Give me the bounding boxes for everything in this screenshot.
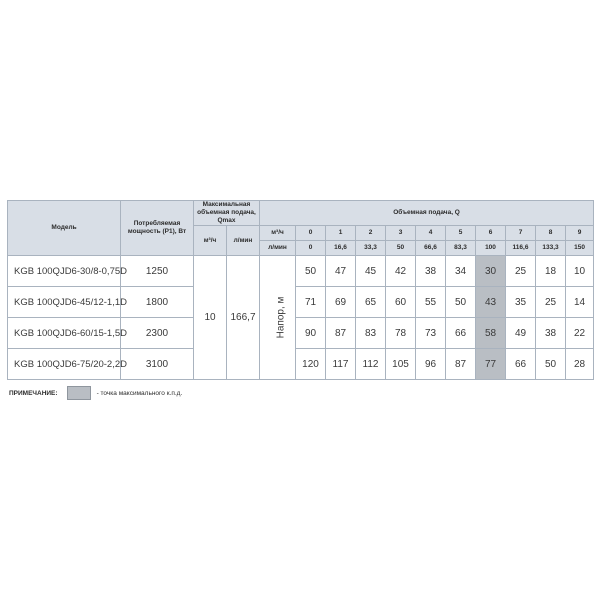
head-cell: 69 bbox=[326, 287, 356, 318]
flow-unit-lmin: л/мин bbox=[260, 241, 296, 256]
table-row bbox=[8, 318, 594, 349]
flow-point-m3h: 9 bbox=[566, 226, 594, 241]
flow-header: Объемная подача, Q bbox=[260, 201, 594, 226]
power-cell: 2300 bbox=[121, 318, 194, 349]
note-label: ПРИМЕЧАНИЕ: bbox=[9, 389, 58, 397]
head-cell: 73 bbox=[416, 318, 446, 349]
flow-point-lmin: 16,6 bbox=[326, 241, 356, 256]
flow-point-lmin: 83,3 bbox=[446, 241, 476, 256]
head-cell: 90 bbox=[296, 318, 326, 349]
head-cell: 87 bbox=[446, 349, 476, 380]
head-cell: 105 bbox=[386, 349, 416, 380]
head-cell: 66 bbox=[446, 318, 476, 349]
head-cell: 83 bbox=[356, 318, 386, 349]
pump-performance-table bbox=[7, 200, 594, 380]
head-cell: 50 bbox=[536, 349, 566, 380]
power-header: Потребляемая мощность (P1), Вт bbox=[121, 201, 194, 256]
head-cell: 50 bbox=[296, 256, 326, 287]
flow-point-m3h: 8 bbox=[536, 226, 566, 241]
head-cell-max-efficiency: 43 bbox=[476, 287, 506, 318]
model-cell: KGB 100QJD6-75/20-2,2D bbox=[8, 349, 121, 380]
head-cell: 120 bbox=[296, 349, 326, 380]
head-cell: 117 bbox=[326, 349, 356, 380]
head-cell: 14 bbox=[566, 287, 594, 318]
head-cell: 60 bbox=[386, 287, 416, 318]
power-cell: 3100 bbox=[121, 349, 194, 380]
note-text: - точка максимального к.п.д. bbox=[96, 389, 183, 397]
model-cell: KGB 100QJD6-45/12-1,1D bbox=[8, 287, 121, 318]
flow-unit-m3h: м³/ч bbox=[260, 226, 296, 241]
table-row bbox=[8, 256, 594, 287]
table-row bbox=[8, 287, 594, 318]
flow-point-lmin: 133,3 bbox=[536, 241, 566, 256]
highlight-legend-swatch bbox=[67, 386, 91, 400]
flow-point-m3h: 1 bbox=[326, 226, 356, 241]
head-cell: 96 bbox=[416, 349, 446, 380]
flow-point-m3h: 2 bbox=[356, 226, 386, 241]
head-cell: 25 bbox=[506, 256, 536, 287]
head-cell-max-efficiency: 58 bbox=[476, 318, 506, 349]
head-cell: 28 bbox=[566, 349, 594, 380]
flow-point-lmin: 116,6 bbox=[506, 241, 536, 256]
head-cell: 42 bbox=[386, 256, 416, 287]
power-cell: 1800 bbox=[121, 287, 194, 318]
head-cell: 45 bbox=[356, 256, 386, 287]
power-cell: 1250 bbox=[121, 256, 194, 287]
head-cell: 35 bbox=[506, 287, 536, 318]
head-cell: 66 bbox=[506, 349, 536, 380]
head-cell: 65 bbox=[356, 287, 386, 318]
flow-point-m3h: 7 bbox=[506, 226, 536, 241]
table-row bbox=[8, 349, 594, 380]
head-cell-max-efficiency: 30 bbox=[476, 256, 506, 287]
flow-point-m3h: 3 bbox=[386, 226, 416, 241]
model-cell: KGB 100QJD6-30/8-0,75D bbox=[8, 256, 121, 287]
flow-point-m3h: 0 bbox=[296, 226, 326, 241]
head-cell: 112 bbox=[356, 349, 386, 380]
head-cell: 38 bbox=[416, 256, 446, 287]
head-cell: 10 bbox=[566, 256, 594, 287]
max-flow-unit-lmin: л/мин bbox=[227, 226, 260, 256]
head-cell: 50 bbox=[446, 287, 476, 318]
max-flow-m3h-cell: 10 bbox=[194, 256, 227, 380]
model-header: Модель bbox=[8, 201, 121, 256]
flow-point-lmin: 33,3 bbox=[356, 241, 386, 256]
max-flow-unit-m3h: м³/ч bbox=[194, 226, 227, 256]
flow-point-lmin: 0 bbox=[296, 241, 326, 256]
head-label: Напор, м bbox=[275, 296, 287, 339]
head-cell: 71 bbox=[296, 287, 326, 318]
head-cell: 87 bbox=[326, 318, 356, 349]
head-cell: 34 bbox=[446, 256, 476, 287]
flow-point-lmin: 150 bbox=[566, 241, 594, 256]
flow-point-lmin: 66,6 bbox=[416, 241, 446, 256]
max-flow-lmin-cell: 166,7 bbox=[227, 256, 260, 380]
flow-point-m3h: 5 bbox=[446, 226, 476, 241]
head-cell: 55 bbox=[416, 287, 446, 318]
head-cell: 78 bbox=[386, 318, 416, 349]
flow-point-m3h: 4 bbox=[416, 226, 446, 241]
head-cell: 38 bbox=[536, 318, 566, 349]
head-label-cell bbox=[260, 256, 296, 380]
head-cell: 25 bbox=[536, 287, 566, 318]
flow-point-m3h: 6 bbox=[476, 226, 506, 241]
model-cell: KGB 100QJD6-60/15-1,5D bbox=[8, 318, 121, 349]
head-cell: 22 bbox=[566, 318, 594, 349]
flow-point-lmin: 100 bbox=[476, 241, 506, 256]
max-flow-header: Максимальная объемная подача, Qmax bbox=[194, 201, 260, 226]
head-cell: 49 bbox=[506, 318, 536, 349]
head-cell: 47 bbox=[326, 256, 356, 287]
flow-point-lmin: 50 bbox=[386, 241, 416, 256]
head-cell-max-efficiency: 77 bbox=[476, 349, 506, 380]
head-cell: 18 bbox=[536, 256, 566, 287]
note bbox=[9, 386, 182, 400]
